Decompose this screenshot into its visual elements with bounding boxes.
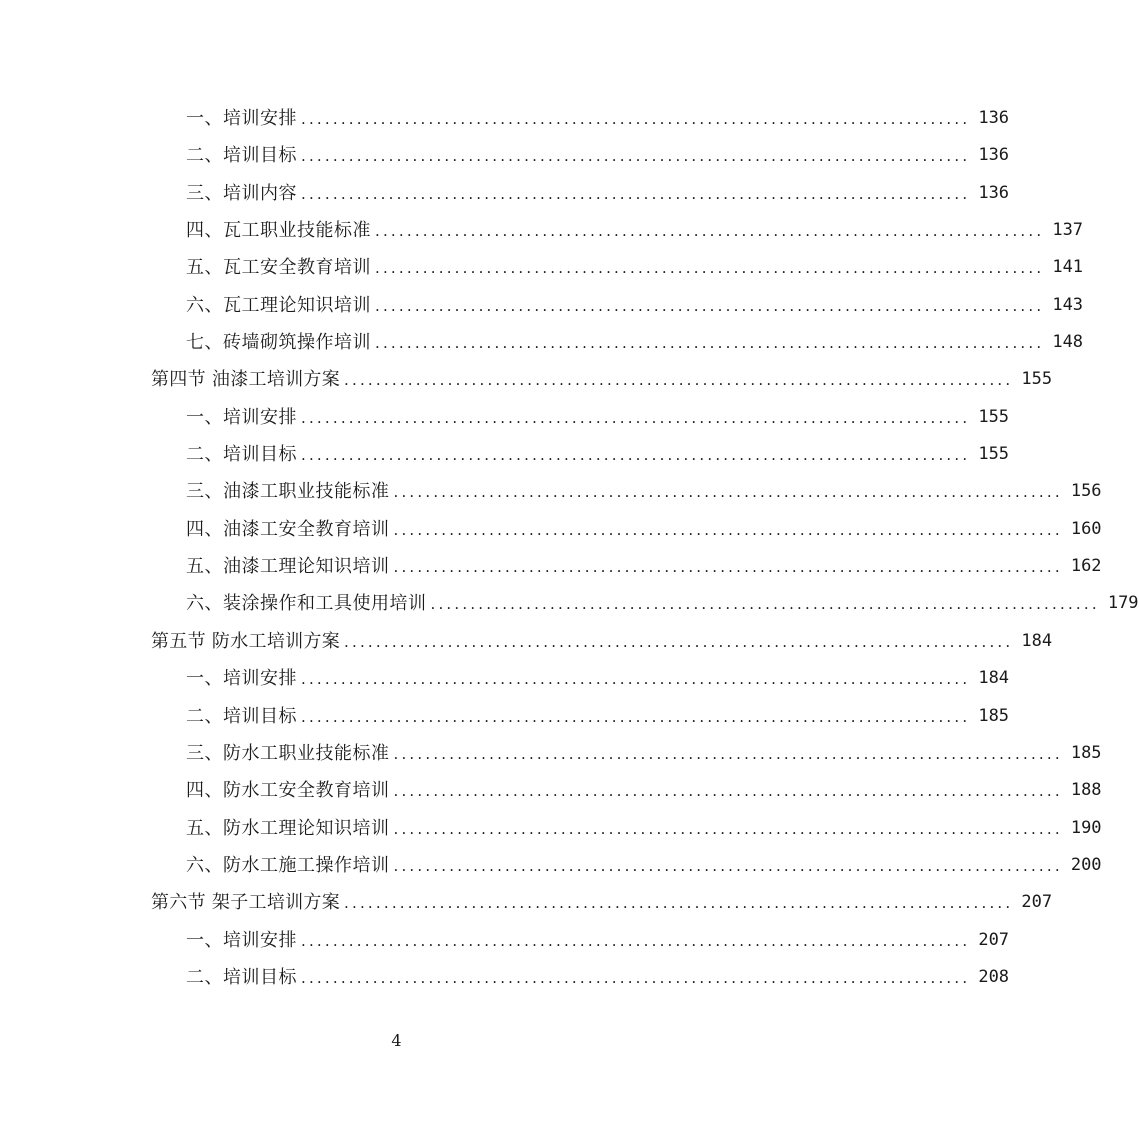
toc-entry-page: 141 xyxy=(1052,257,1084,278)
toc-leader-dots: .................................................................................... xyxy=(301,670,971,689)
toc-entry-page: 188 xyxy=(1070,780,1102,801)
toc-leader-dots: .................................................................................... xyxy=(301,110,971,128)
toc-entry-page: 136 xyxy=(978,108,1010,128)
toc-entry[interactable] xyxy=(0,548,1102,585)
toc-section-entry[interactable] xyxy=(0,623,1053,660)
toc-entry-title: 二、培训目标 xyxy=(186,966,297,988)
toc-leader-dots: .................................................................................... xyxy=(301,446,971,465)
toc-entry-page: 185 xyxy=(978,705,1010,726)
toc-entry-title: 二、培训目标 xyxy=(186,145,297,167)
toc-entry-page: 156 xyxy=(1070,481,1102,502)
toc-leader-dots: .................................................................................... xyxy=(375,259,1045,278)
toc-entry-title: 第五节 防水工培训方案 xyxy=(151,630,341,652)
toc-entry-title: 三、油漆工职业技能标准 xyxy=(186,481,390,503)
toc-entry-title: 一、培训安排 xyxy=(186,406,297,428)
toc-entry[interactable] xyxy=(0,847,1102,884)
toc-entry-page: 160 xyxy=(1070,518,1102,539)
toc-entry-page: 207 xyxy=(978,929,1010,950)
toc-leader-dots: .................................................................................... xyxy=(301,968,971,987)
toc-section-entry[interactable] xyxy=(0,884,1053,921)
toc-entry-title: 三、培训内容 xyxy=(186,182,297,204)
toc-leader-dots: .................................................................................... xyxy=(430,595,1100,614)
toc-entry[interactable] xyxy=(0,698,1010,735)
toc-entry-title: 一、培训安排 xyxy=(186,108,297,129)
toc-entry[interactable] xyxy=(0,585,1139,622)
toc-entry-title: 五、油漆工理论知识培训 xyxy=(186,556,390,578)
toc-section-entry[interactable] xyxy=(0,361,1053,398)
toc-entry[interactable] xyxy=(0,772,1102,809)
toc-entry[interactable] xyxy=(0,511,1102,548)
toc-entry[interactable] xyxy=(0,249,1084,286)
toc-entry-title: 五、防水工理论知识培训 xyxy=(186,817,390,839)
toc-entry-title: 四、瓦工职业技能标准 xyxy=(186,220,371,242)
toc-leader-dots: .................................................................................... xyxy=(301,408,971,427)
toc-entry-page: 179 xyxy=(1107,593,1139,614)
table-of-contents xyxy=(0,100,1139,996)
toc-entry[interactable] xyxy=(0,137,1010,174)
toc-entry-title: 一、培训安排 xyxy=(186,668,297,690)
toc-leader-dots: .................................................................................... xyxy=(393,744,1063,763)
toc-entry-page: 136 xyxy=(978,145,1010,166)
toc-entry-page: 208 xyxy=(978,966,1010,987)
toc-entry-page: 200 xyxy=(1070,854,1102,875)
toc-leader-dots: .................................................................................... xyxy=(393,558,1063,577)
toc-leader-dots: .................................................................................... xyxy=(344,371,1014,390)
toc-entry[interactable] xyxy=(0,175,1010,212)
toc-entry[interactable] xyxy=(0,100,1010,137)
toc-entry-page: 184 xyxy=(978,668,1010,689)
toc-leader-dots: .................................................................................... xyxy=(393,819,1063,838)
toc-entry[interactable] xyxy=(0,212,1084,249)
toc-entry[interactable] xyxy=(0,959,1010,996)
toc-entry-title: 二、培训目标 xyxy=(186,444,297,466)
page-number: 4 xyxy=(391,1031,402,1050)
toc-leader-dots: .................................................................................... xyxy=(375,334,1045,353)
toc-entry-page: 143 xyxy=(1052,294,1084,315)
toc-entry[interactable] xyxy=(0,473,1102,510)
toc-leader-dots: .................................................................................... xyxy=(301,184,971,203)
toc-leader-dots: .................................................................................... xyxy=(301,707,971,726)
toc-entry-page: 184 xyxy=(1021,630,1053,651)
toc-entry-page: 190 xyxy=(1070,817,1102,838)
toc-entry-title: 二、培训目标 xyxy=(186,705,297,727)
toc-entry-title: 七、砖墙砌筑操作培训 xyxy=(186,332,371,354)
toc-entry-page: 155 xyxy=(978,406,1010,427)
toc-entry[interactable] xyxy=(0,399,1010,436)
toc-leader-dots: .................................................................................... xyxy=(393,520,1063,539)
toc-entry-page: 185 xyxy=(1070,742,1102,763)
toc-entry-page: 137 xyxy=(1052,220,1084,241)
toc-entry-title: 五、瓦工安全教育培训 xyxy=(186,257,371,279)
toc-entry-title: 第四节 油漆工培训方案 xyxy=(151,369,341,391)
toc-leader-dots: .................................................................................... xyxy=(393,782,1063,801)
toc-leader-dots: .................................................................................... xyxy=(344,894,1014,913)
toc-entry-title: 第六节 架子工培训方案 xyxy=(151,892,341,914)
toc-entry-page: 162 xyxy=(1070,556,1102,577)
toc-entry-page: 155 xyxy=(978,444,1010,465)
toc-leader-dots: .................................................................................... xyxy=(301,931,971,950)
toc-entry-title: 一、培训安排 xyxy=(186,929,297,951)
toc-entry[interactable] xyxy=(0,660,1010,697)
toc-entry-title: 四、油漆工安全教育培训 xyxy=(186,518,390,540)
toc-entry-title: 六、防水工施工操作培训 xyxy=(186,854,390,876)
toc-entry-title: 六、瓦工理论知识培训 xyxy=(186,294,371,316)
toc-entry[interactable] xyxy=(0,287,1084,324)
toc-entry-page: 148 xyxy=(1052,332,1084,353)
toc-leader-dots: .................................................................................... xyxy=(375,296,1045,315)
toc-entry-title: 三、防水工职业技能标准 xyxy=(186,742,390,764)
toc-entry[interactable] xyxy=(0,735,1102,772)
toc-entry-title: 四、防水工安全教育培训 xyxy=(186,780,390,802)
toc-entry-page: 155 xyxy=(1021,369,1053,390)
toc-leader-dots: .................................................................................... xyxy=(375,222,1045,241)
toc-entry-title: 六、装涂操作和工具使用培训 xyxy=(186,593,427,615)
toc-entry[interactable] xyxy=(0,810,1102,847)
toc-leader-dots: .................................................................................... xyxy=(393,483,1063,502)
toc-entry-page: 136 xyxy=(978,182,1010,203)
toc-leader-dots: .................................................................................... xyxy=(393,856,1063,875)
toc-leader-dots: .................................................................................... xyxy=(344,632,1014,651)
toc-entry[interactable] xyxy=(0,436,1010,473)
toc-entry[interactable] xyxy=(0,324,1084,361)
toc-entry-page: 207 xyxy=(1021,892,1053,913)
toc-leader-dots: .................................................................................... xyxy=(301,147,971,166)
toc-entry[interactable] xyxy=(0,922,1010,959)
